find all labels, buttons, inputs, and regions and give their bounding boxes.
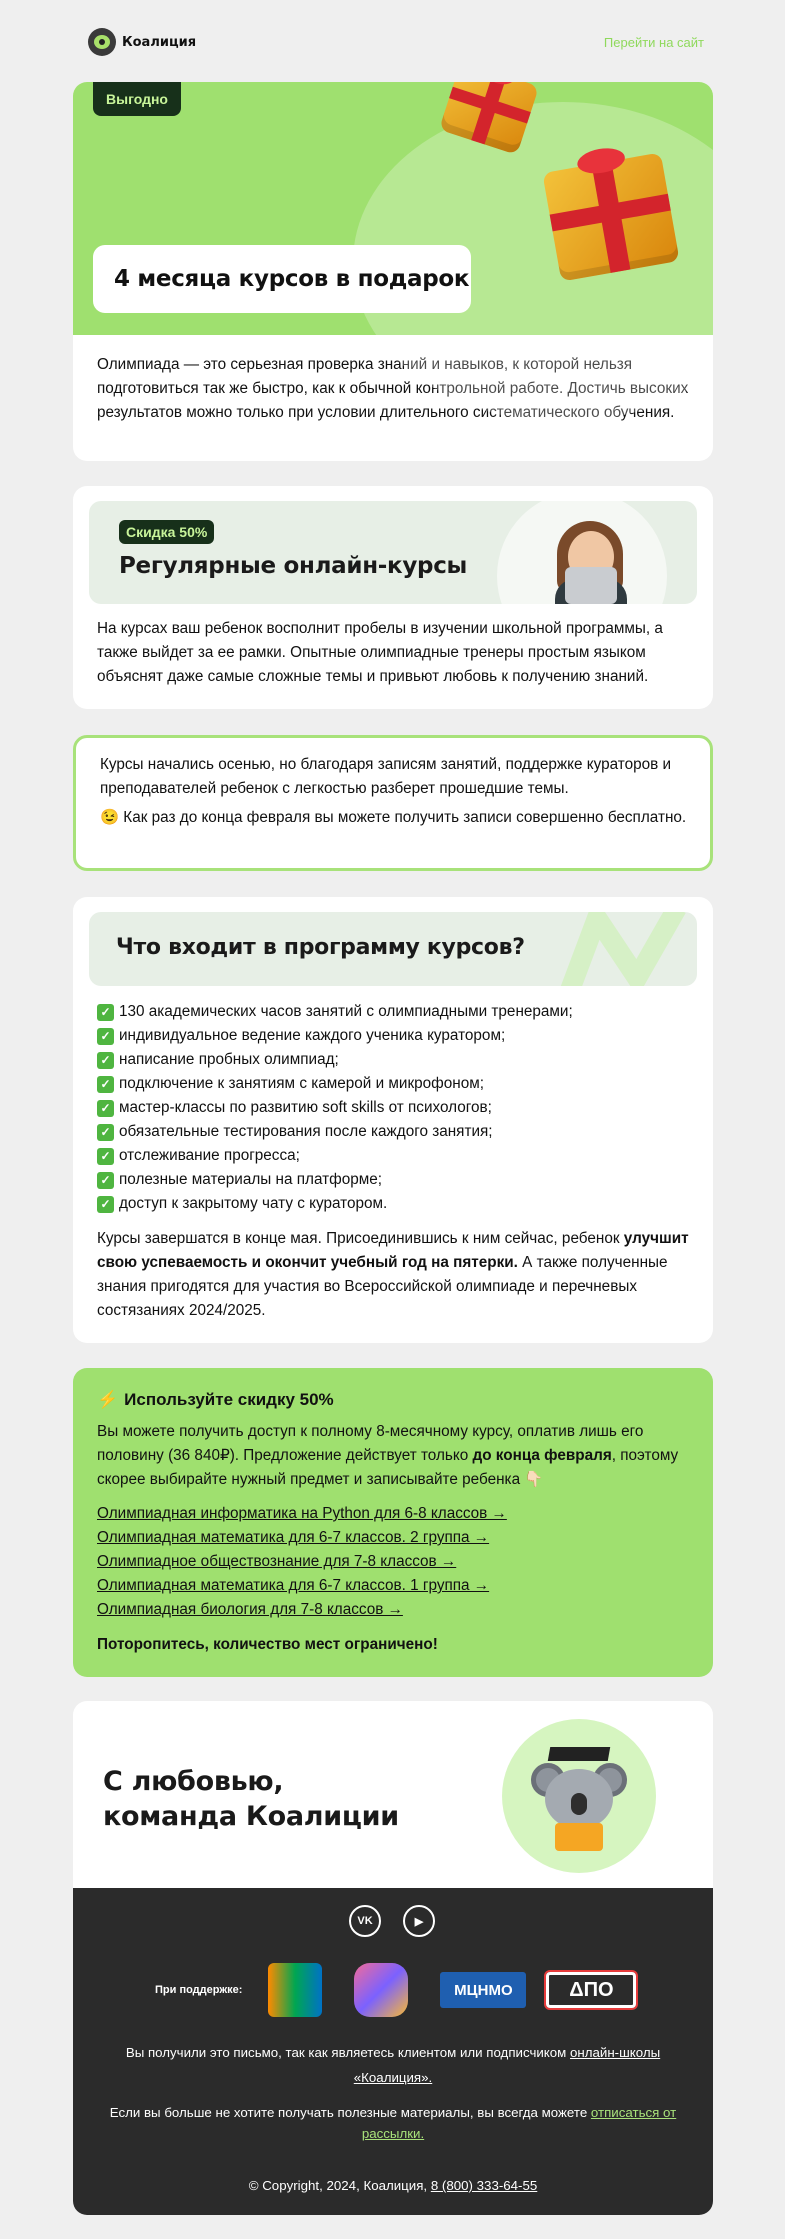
check-icon: ✓ bbox=[97, 1028, 114, 1045]
school-link[interactable]: онлайн-школы «Коалиция». bbox=[353, 2045, 661, 2085]
profit-badge: Выгодно bbox=[93, 82, 181, 116]
discount-text: Вы можете получить доступ к полному 8-месячному курсу, оплатив лишь его половину (36 840₽). Предложение действует только до конца февраля, поэтому скорее выбирайте нужный предмет и записывайте ребенка 👇🏻 bbox=[97, 1423, 679, 1488]
records-note-card bbox=[73, 735, 713, 871]
site-link[interactable]: Перейти на сайт bbox=[603, 34, 704, 50]
records-note-free: 😉 Как раз до конца февраля вы можете получить записи совершенно бесплатно. bbox=[100, 809, 687, 826]
check-icon: ✓ bbox=[97, 1172, 114, 1189]
list-item: ✓ 130 академических часов занятий с олимпиадными тренерами; bbox=[97, 1000, 573, 1024]
records-note-text: Курсы начались осенью, но благодаря записям занятий, поддержке кураторов и преподавателей ребенок с легкостью разберет прошедшие темы. bbox=[100, 756, 672, 797]
partner-logo bbox=[268, 1963, 322, 2017]
hurry-text: Поторопитесь, количество мест ограничено! bbox=[97, 1636, 438, 1653]
lightning-icon: ⚡ bbox=[97, 1390, 119, 1409]
course-link[interactable]: Олимпиадная математика для 6-7 классов. 1 группа → bbox=[97, 1577, 490, 1594]
hero-banner bbox=[73, 82, 713, 335]
check-icon: ✓ bbox=[97, 1052, 114, 1069]
list-item: ✓ подключение к занятиям с камерой и микрофоном; bbox=[97, 1072, 573, 1096]
phone-link[interactable]: 8 (800) 333-64-55 bbox=[430, 2178, 538, 2193]
partners bbox=[155, 1963, 636, 2017]
regular-courses-text: На курсах ваш ребенок восполнит пробелы в изучении школьной программы, а также выйдет за ее рамки. Опытные олимпиадные тренеры простым языком объяснят даже самые сложные темы и привьют любовь к получению знаний. bbox=[97, 620, 663, 685]
check-icon: ✓ bbox=[97, 1196, 114, 1213]
partner-logo-dpo: ΔΠΟ bbox=[546, 1972, 636, 2008]
program-list bbox=[97, 1000, 573, 1216]
discount-badge: Скидка 50% bbox=[119, 520, 214, 544]
program-card bbox=[73, 897, 713, 1343]
list-item: ✓ доступ к закрытому чату с куратором. bbox=[97, 1192, 573, 1216]
signature: С любовью, команда Коалиции bbox=[103, 1766, 399, 1832]
gift-icon bbox=[542, 152, 679, 281]
check-icon: ✓ bbox=[97, 1124, 114, 1141]
program-title: Что входит в программу курсов? bbox=[116, 935, 525, 960]
regular-courses-card bbox=[73, 486, 713, 709]
check-icon: ✓ bbox=[97, 1100, 114, 1117]
copyright: © Copyright, 2024, Коалиция, 8 (800) 333-64-55 bbox=[248, 2178, 538, 2193]
logo-text: Коалиция bbox=[122, 34, 197, 50]
course-link[interactable]: Олимпиадная математика для 6-7 классов. 2 группа → bbox=[97, 1529, 490, 1546]
regular-courses-title: Регулярные онлайн-курсы bbox=[119, 553, 468, 579]
program-outro: Курсы завершатся в конце мая. Присоединившись к ним сейчас, ребенок улучшит свою успеваемость и окончит учебный год на пятерки. А также полученные знания пригодятся для участия во Всероссийской олимпиаде и перечневых состязаниях 2024/2025. bbox=[97, 1230, 689, 1319]
header-decoration bbox=[557, 912, 697, 986]
discount-title: ⚡ Используйте скидку 50% bbox=[97, 1388, 689, 1412]
list-item: ✓ мастер-классы по развитию soft skills от психологов; bbox=[97, 1096, 573, 1120]
koala-mascot-icon bbox=[531, 1745, 627, 1855]
discount-card bbox=[73, 1368, 713, 1677]
koala-logo-icon bbox=[88, 28, 116, 56]
tutor-avatar bbox=[551, 513, 631, 604]
check-icon: ✓ bbox=[97, 1004, 114, 1021]
footer-card bbox=[73, 1701, 713, 2215]
hero-card bbox=[73, 82, 713, 461]
course-link[interactable]: Олимпиадная биология для 7-8 классов → bbox=[97, 1601, 403, 1618]
support-label: При поддержке: bbox=[155, 1984, 243, 1996]
footer-dark bbox=[73, 1888, 713, 2215]
youtube-icon[interactable]: ▶ bbox=[403, 1905, 435, 1937]
program-header bbox=[89, 912, 697, 986]
list-item: ✓ полезные материалы на платформе; bbox=[97, 1168, 573, 1192]
check-icon: ✓ bbox=[97, 1076, 114, 1093]
social-links bbox=[349, 1905, 435, 1937]
check-icon: ✓ bbox=[97, 1148, 114, 1165]
intro-text: Олимпиада — это серьезная проверка знаний и навыков, к которой нельзя подготовиться так же быстро, как к обычной контрольной работе. Достичь высоких результатов можно только при условии длительного систематического обучения. bbox=[97, 356, 689, 421]
wink-icon: 😉 bbox=[100, 809, 120, 826]
vk-icon[interactable]: VK bbox=[349, 1905, 381, 1937]
list-item: ✓ обязательные тестирования после каждого занятия; bbox=[97, 1120, 573, 1144]
regular-courses-header bbox=[89, 501, 697, 604]
list-item: ✓ индивидуальное ведение каждого ученика куратором; bbox=[97, 1024, 573, 1048]
list-item: ✓ отслеживание прогресса; bbox=[97, 1144, 573, 1168]
course-link[interactable]: Олимпиадное обществознание для 7-8 классов → bbox=[97, 1553, 457, 1570]
course-links bbox=[97, 1502, 689, 1622]
partner-logo bbox=[354, 1963, 408, 2017]
hero-title-box bbox=[93, 245, 471, 313]
list-item: ✓ написание пробных олимпиад; bbox=[97, 1048, 573, 1072]
unsubscribe-link[interactable]: отписаться от рассылки. bbox=[361, 2105, 677, 2141]
logo[interactable] bbox=[88, 28, 196, 56]
subscription-note: Вы получили это письмо, так как являетесь клиентом или подписчиком онлайн-школы «Коалиция». bbox=[125, 2045, 661, 2085]
course-link[interactable]: Олимпиадная информатика на Python для 6-8 классов → bbox=[97, 1505, 507, 1522]
top-bar bbox=[88, 22, 704, 62]
unsubscribe-note: Если вы больше не хотите получать полезные материалы, вы всегда можете отписаться от рассылки. bbox=[109, 2105, 677, 2141]
hero-title: 4 месяца курсов в подарок bbox=[114, 266, 470, 292]
partner-logo-mccme: МЦНМО bbox=[440, 1972, 526, 2008]
